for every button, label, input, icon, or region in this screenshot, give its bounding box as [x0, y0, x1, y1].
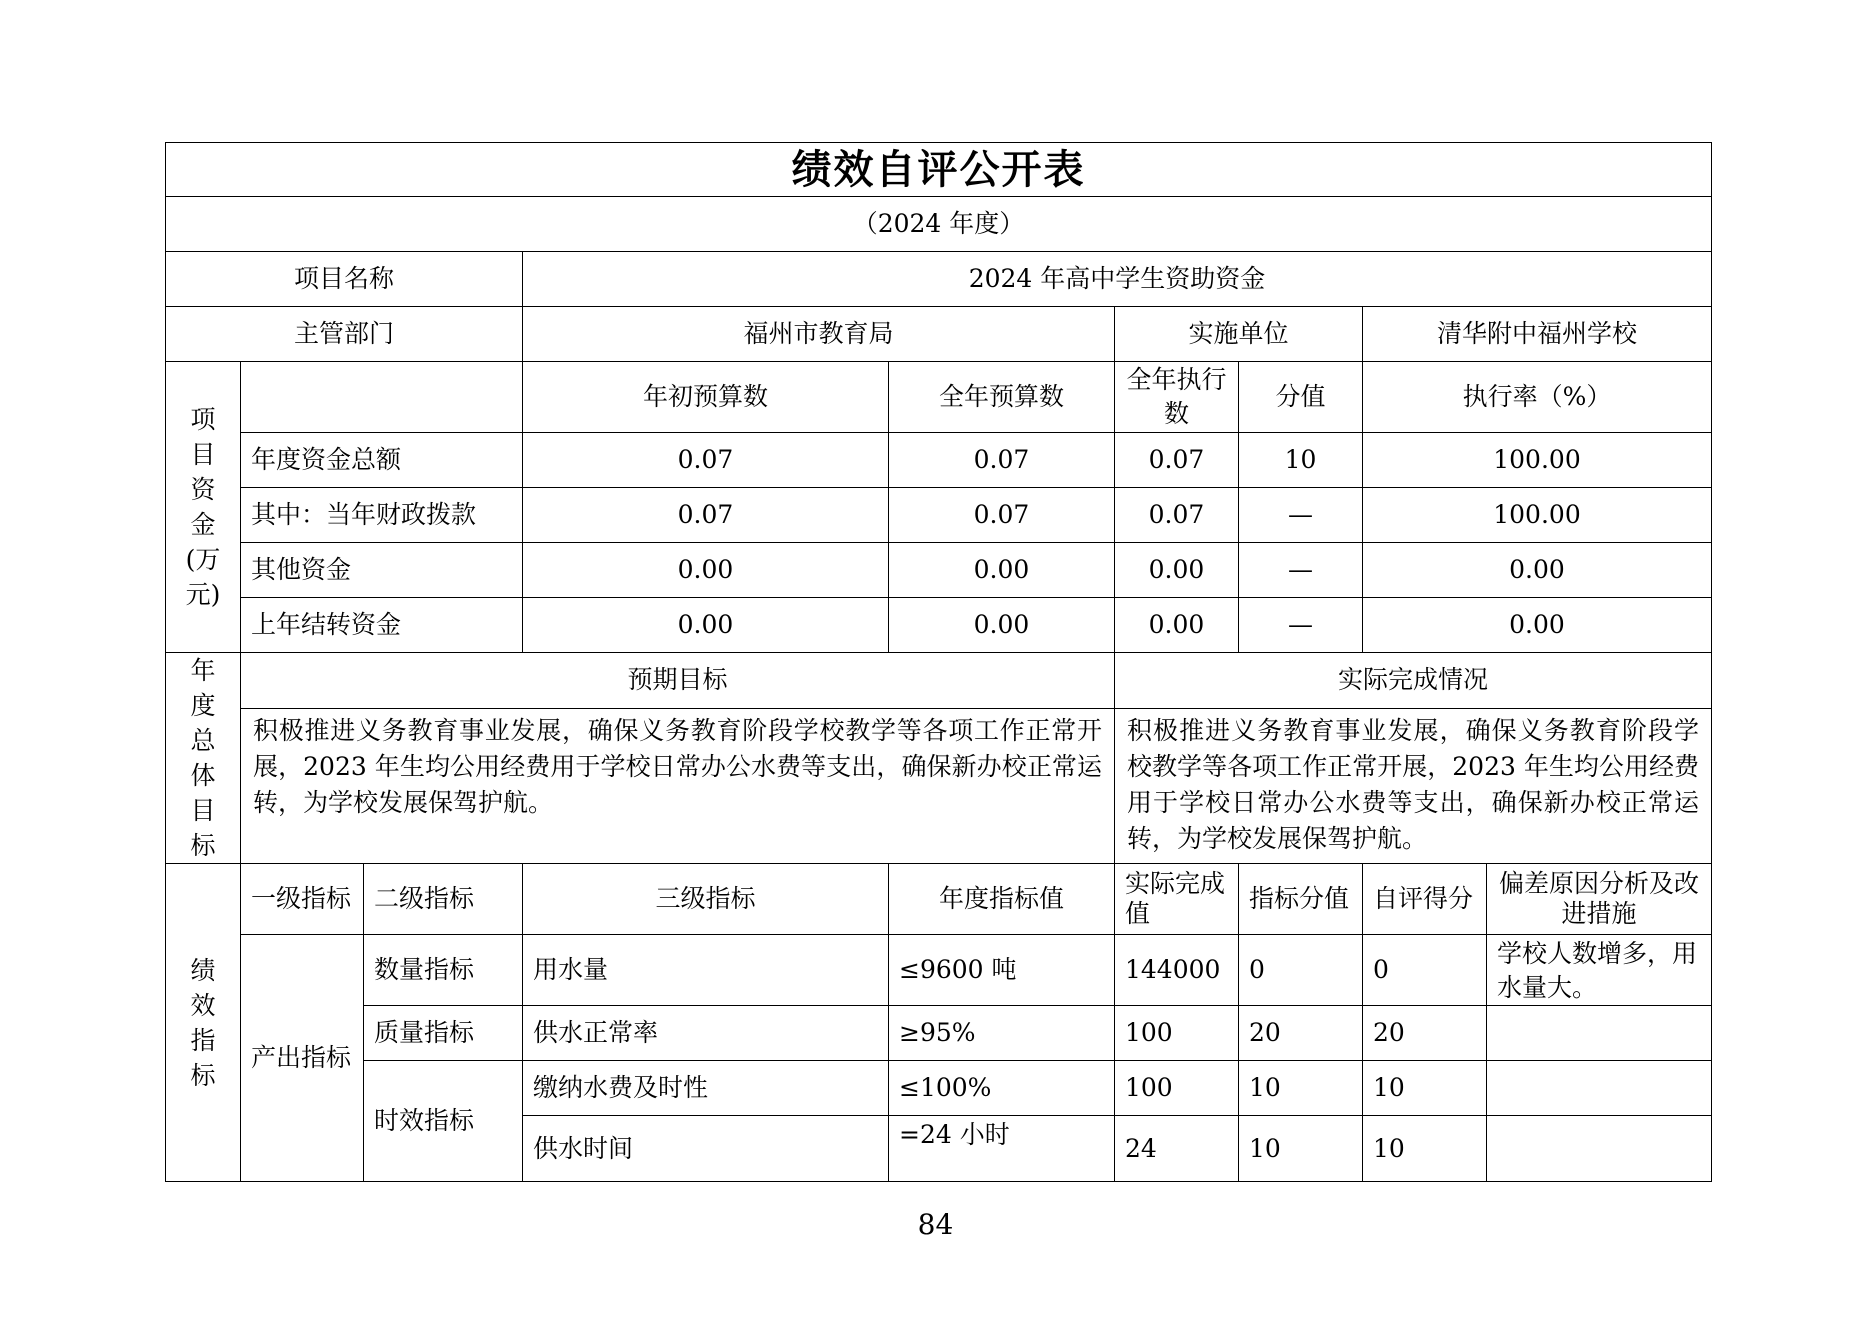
- ind-header-level3: 三级指标: [523, 864, 889, 935]
- funds-header-initial: 年初预算数: [523, 362, 889, 433]
- goals-actual-text: 积极推进义务教育事业发展，确保义务教育阶段学校教学等各项工作正常开展，2023 年生均公用经费用于学校日常办公水费等支出，确保新办校正常运转，为学校发展保驾护航。: [1115, 708, 1712, 863]
- ind-level3: 缴纳水费及时性: [523, 1061, 889, 1116]
- ind-score: 20: [1363, 1006, 1487, 1061]
- funds-row-score-val: —: [1239, 488, 1363, 543]
- performance-table-sheet: [165, 142, 1711, 1182]
- ind-actual: 24: [1115, 1116, 1239, 1182]
- funds-row-score-val: —: [1239, 543, 1363, 598]
- funds-row-rate: 100.00: [1363, 488, 1712, 543]
- performance-table: [165, 142, 1712, 1182]
- unit-value: 清华附中福州学校: [1363, 307, 1712, 362]
- funds-row-exec: 0.00: [1115, 598, 1239, 653]
- funds-row: [166, 433, 1712, 488]
- goals-expected-text: 积极推进义务教育事业发展，确保义务教育阶段学校教学等各项工作正常开展，2023 年生均公用经费用于学校日常办公水费等支出，确保新办校正常运转，为学校发展保驾护航。: [241, 708, 1115, 863]
- funds-header-blank: [241, 362, 523, 433]
- ind-level3: 用水量: [523, 935, 889, 1006]
- funds-row-initial: 0.00: [523, 543, 889, 598]
- funds-header-full: 全年预算数: [889, 362, 1115, 433]
- ind-target: ≥95%: [889, 1006, 1115, 1061]
- ind-level2: 时效指标: [364, 1061, 523, 1182]
- funds-row-full: 0.07: [889, 488, 1115, 543]
- funds-row-score-val: 10: [1239, 433, 1363, 488]
- funds-row-name: 年度资金总额: [241, 433, 523, 488]
- ind-level2: 数量指标: [364, 935, 523, 1006]
- indicators-side-label: 绩 效 指 标: [166, 864, 241, 1182]
- funds-header-score-val: 分值: [1239, 362, 1363, 433]
- ind-target: ≤9600 吨: [889, 935, 1115, 1006]
- ind-reason: [1487, 1006, 1712, 1061]
- project-name-label: 项目名称: [166, 252, 523, 307]
- funds-row: [166, 598, 1712, 653]
- ind-target: ≤100%: [889, 1061, 1115, 1116]
- funds-row-full: 0.00: [889, 598, 1115, 653]
- ind-weight: 20: [1239, 1006, 1363, 1061]
- ind-score: 0: [1363, 935, 1487, 1006]
- ind-actual: 144000: [1115, 935, 1239, 1006]
- ind-weight: 0: [1239, 935, 1363, 1006]
- funds-row-full: 0.00: [889, 543, 1115, 598]
- page-number: 84: [917, 1208, 954, 1241]
- funds-row-exec: 0.00: [1115, 543, 1239, 598]
- funds-row-name: 其中：当年财政拨款: [241, 488, 523, 543]
- funds-row-rate: 100.00: [1363, 433, 1712, 488]
- indicator-row: [166, 1006, 1712, 1061]
- ind-score: 10: [1363, 1061, 1487, 1116]
- goals-actual-label: 实际完成情况: [1115, 653, 1712, 709]
- funds-row-initial: 0.07: [523, 488, 889, 543]
- funds-side-label: 项 目 资 金 (万 元): [166, 362, 241, 653]
- funds-row: [166, 543, 1712, 598]
- ind-actual: 100: [1115, 1061, 1239, 1116]
- dept-label: 主管部门: [166, 307, 523, 362]
- ind-reason: [1487, 1061, 1712, 1116]
- funds-row-name: 上年结转资金: [241, 598, 523, 653]
- funds-row-score-val: —: [1239, 598, 1363, 653]
- funds-header-exec: 全年执行数: [1115, 362, 1239, 433]
- ind-header-reason: 偏差原因分析及改进措施: [1487, 864, 1712, 935]
- funds-row-initial: 0.00: [523, 598, 889, 653]
- ind-header-target: 年度指标值: [889, 864, 1115, 935]
- table-title: 绩效自评公开表: [166, 143, 1712, 197]
- funds-row-full: 0.07: [889, 433, 1115, 488]
- funds-row-exec: 0.07: [1115, 433, 1239, 488]
- ind-reason: 学校人数增多，用水量大。: [1487, 935, 1712, 1006]
- funds-header-rate: 执行率（%）: [1363, 362, 1712, 433]
- ind-weight: 10: [1239, 1061, 1363, 1116]
- funds-row-rate: 0.00: [1363, 543, 1712, 598]
- ind-header-actual: 实际完成值: [1115, 864, 1239, 935]
- funds-row-exec: 0.07: [1115, 488, 1239, 543]
- funds-row-initial: 0.07: [523, 433, 889, 488]
- goals-side-label: 年 度 总 体 目 标: [166, 653, 241, 864]
- ind-target: =24 小时: [889, 1116, 1115, 1182]
- ind-weight: 10: [1239, 1116, 1363, 1182]
- dept-value: 福州市教育局: [523, 307, 1115, 362]
- ind-score: 10: [1363, 1116, 1487, 1182]
- ind-level2: 质量指标: [364, 1006, 523, 1061]
- ind-actual: 100: [1115, 1006, 1239, 1061]
- unit-label: 实施单位: [1115, 307, 1363, 362]
- indicator-row: [166, 935, 1712, 1006]
- project-name-value: 2024 年高中学生资助资金: [523, 252, 1712, 307]
- table-year: （2024 年度）: [166, 197, 1712, 252]
- ind-header-level2: 二级指标: [364, 864, 523, 935]
- funds-row: [166, 488, 1712, 543]
- funds-row-name: 其他资金: [241, 543, 523, 598]
- ind-header-score: 自评得分: [1363, 864, 1487, 935]
- goals-expected-label: 预期目标: [241, 653, 1115, 709]
- ind-header-weight: 指标分值: [1239, 864, 1363, 935]
- ind-header-level1: 一级指标: [241, 864, 364, 935]
- ind-level3: 供水正常率: [523, 1006, 889, 1061]
- ind-reason: [1487, 1116, 1712, 1182]
- ind-level3: 供水时间: [523, 1116, 889, 1182]
- ind-level1: 产出指标: [241, 935, 364, 1182]
- indicator-row: [166, 1061, 1712, 1116]
- funds-row-rate: 0.00: [1363, 598, 1712, 653]
